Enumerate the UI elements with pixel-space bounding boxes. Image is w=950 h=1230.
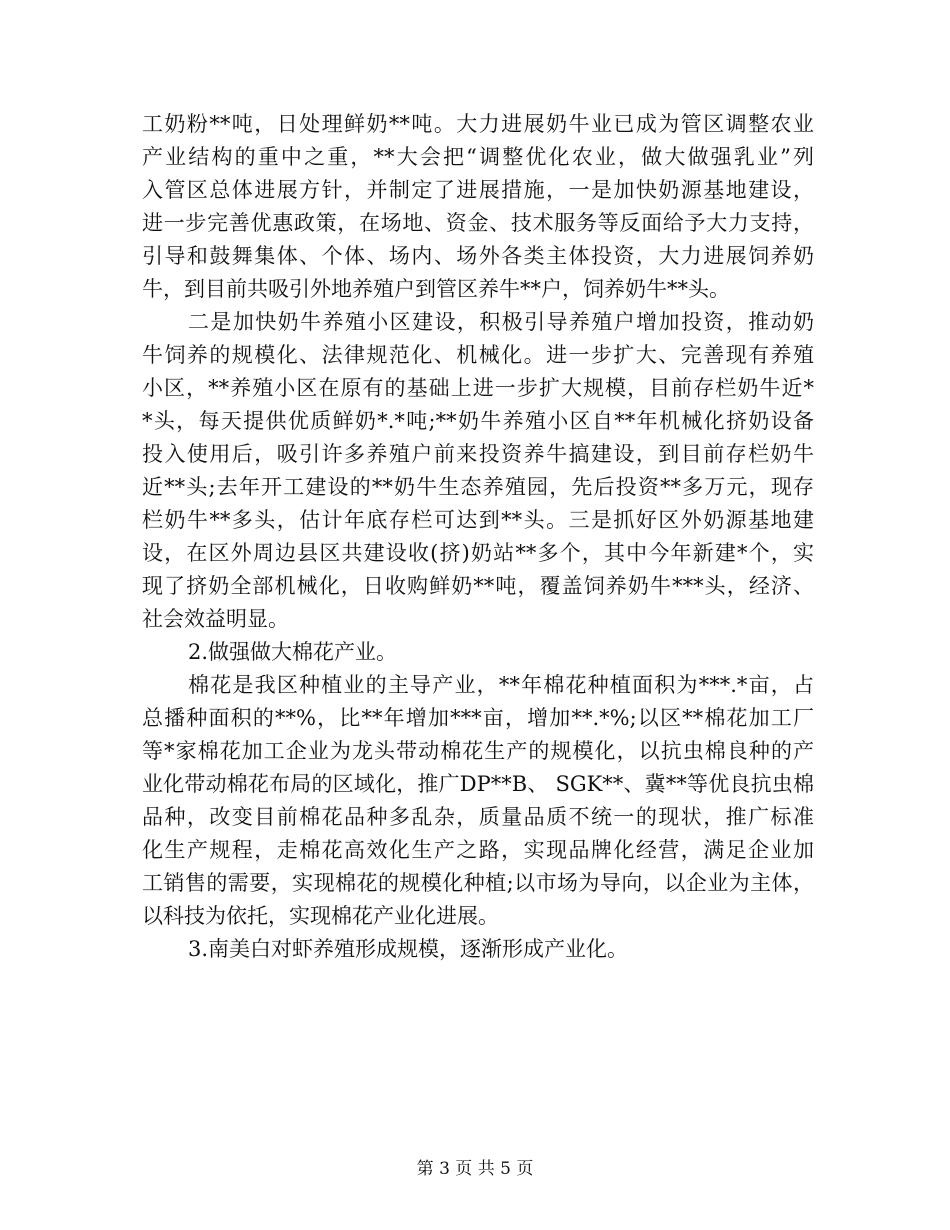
text-line: 设，在区外周边县区共建设收(挤)奶站**多个，其中今年新建*个，实: [142, 541, 814, 565]
text-line: 社会效益明显。: [142, 607, 289, 631]
text-line: 小区，**养殖小区在原有的基础上进一步扩大规模，目前存栏奶牛近*: [142, 376, 814, 400]
text-line: 工奶粉**吨，日处理鲜奶**吨。大力进展奶牛业已成为管区调整农业: [142, 112, 814, 136]
text-line: 工销售的需要，实现棉花的规模化种植;以市场为导向，以企业为主体，: [142, 871, 814, 895]
text-line: 入管区总体进展方针，并制定了进展措施，一是加快奶源基地建设，: [142, 178, 814, 202]
text-line: 产业结构的重中之重，**大会把“调整优化农业，做大做强乳业”列: [142, 145, 814, 169]
document-body: [142, 108, 814, 966]
text-line: 牛饲养的规模化、法律规范化、机械化。进一步扩大、完善现有养殖: [142, 343, 814, 367]
text-line: 等*家棉花加工企业为龙头带动棉花生产的规模化，以抗虫棉良种的产: [142, 739, 814, 763]
text-line: 化生产规程，走棉花高效化生产之路，实现品牌化经营，满足企业加: [142, 838, 814, 862]
text-line: 二是加快奶牛养殖小区建设，积极引导养殖户增加投资，推动奶: [188, 310, 814, 334]
text-line: 现了挤奶全部机械化，日收购鲜奶**吨，覆盖饲养奶牛***头，经济、: [142, 574, 814, 598]
text-line: 进一步完善优惠政策，在场地、资金、技术服务等反面给予大力支持，: [142, 211, 814, 235]
text-line: *头，每天提供优质鲜奶*.*吨;**奶牛养殖小区自**年机械化挤奶设备: [142, 409, 814, 433]
page-number-footer: 第 3 页 共 5 页: [416, 1159, 534, 1179]
text-line: 总播种面积的**%，比**年增加***亩，增加**.*%;以区**棉花加工厂: [142, 706, 814, 730]
text-line: 棉花是我区种植业的主导产业，**年棉花种植面积为***.*亩，占: [188, 673, 814, 697]
text-line: 投入使用后，吸引许多养殖户前来投资养牛搞建设，到目前存栏奶牛: [142, 442, 814, 466]
text-line: 品种，改变目前棉花品种多乱杂，质量品质不统一的现状，推广标准: [142, 805, 814, 829]
section-heading: 2.做强做大棉花产业。: [188, 640, 398, 664]
text-line: 近**头;去年开工建设的**奶牛生态养殖园，先后投资**多万元，现存: [142, 475, 814, 499]
text-line: 业化带动棉花布局的区域化，推广DP**B、 SGK**、冀**等优良抗虫棉: [142, 772, 814, 796]
section-heading: 3.南美白对虾养殖形成规模，逐渐形成产业化。: [188, 937, 629, 961]
text-line: 以科技为依托，实现棉花产业化进展。: [142, 904, 499, 928]
text-line: 引导和鼓舞集体、个体、场内、场外各类主体投资，大力进展饲养奶: [142, 244, 814, 268]
text-line: 栏奶牛**多头，估计年底存栏可达到**头。三是抓好区外奶源基地建: [142, 508, 814, 532]
text-line: 牛，到目前共吸引外地养殖户到管区养牛**户，饲养奶牛**头。: [142, 277, 730, 301]
